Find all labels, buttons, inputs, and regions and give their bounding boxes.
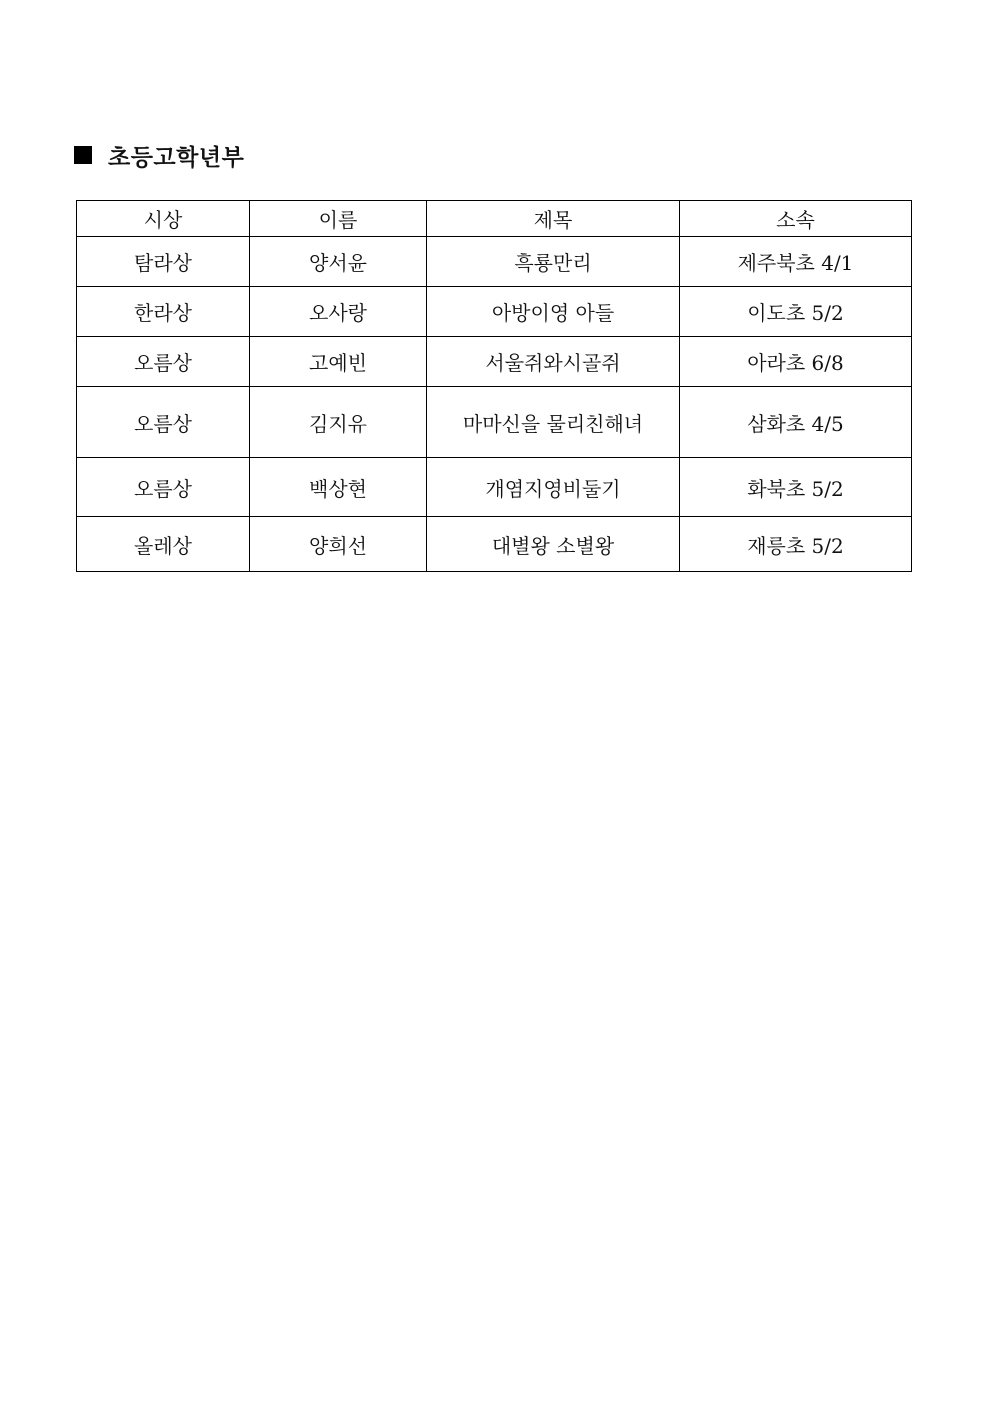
cell-title: 흑룡만리	[427, 237, 680, 287]
cell-title: 아방이영 아들	[427, 287, 680, 337]
cell-award: 올레상	[77, 517, 250, 572]
cell-name: 백상현	[250, 458, 427, 517]
cell-school: 화북초 5/2	[680, 458, 912, 517]
cell-title: 개염지영비둘기	[427, 458, 680, 517]
cell-name: 김지유	[250, 387, 427, 458]
table-row	[77, 517, 912, 572]
section-title: 초등고학년부	[108, 144, 245, 171]
table-header-row	[77, 201, 912, 237]
header-title: 제목	[427, 201, 680, 237]
table-row	[77, 237, 912, 287]
cell-name: 고예빈	[250, 337, 427, 387]
cell-award: 오름상	[77, 458, 250, 517]
header-school: 소속	[680, 201, 912, 237]
cell-title: 대별왕 소별왕	[427, 517, 680, 572]
cell-award: 오름상	[77, 387, 250, 458]
table-row	[77, 458, 912, 517]
cell-title: 서울쥐와시골쥐	[427, 337, 680, 387]
cell-award: 탐라상	[77, 237, 250, 287]
section-heading	[74, 138, 244, 172]
cell-name: 오사랑	[250, 287, 427, 337]
awards-table	[76, 200, 912, 572]
black-square-icon	[74, 146, 92, 164]
cell-school: 아라초 6/8	[680, 337, 912, 387]
cell-school: 삼화초 4/5	[680, 387, 912, 458]
cell-school: 재릉초 5/2	[680, 517, 912, 572]
cell-title: 마마신을 물리친해녀	[427, 387, 680, 458]
header-name: 이름	[250, 201, 427, 237]
cell-school: 이도초 5/2	[680, 287, 912, 337]
table-row	[77, 337, 912, 387]
cell-school: 제주북초 4/1	[680, 237, 912, 287]
cell-name: 양희선	[250, 517, 427, 572]
table-row	[77, 287, 912, 337]
cell-award: 오름상	[77, 337, 250, 387]
header-award: 시상	[77, 201, 250, 237]
cell-award: 한라상	[77, 287, 250, 337]
cell-name: 양서윤	[250, 237, 427, 287]
table-row	[77, 387, 912, 458]
